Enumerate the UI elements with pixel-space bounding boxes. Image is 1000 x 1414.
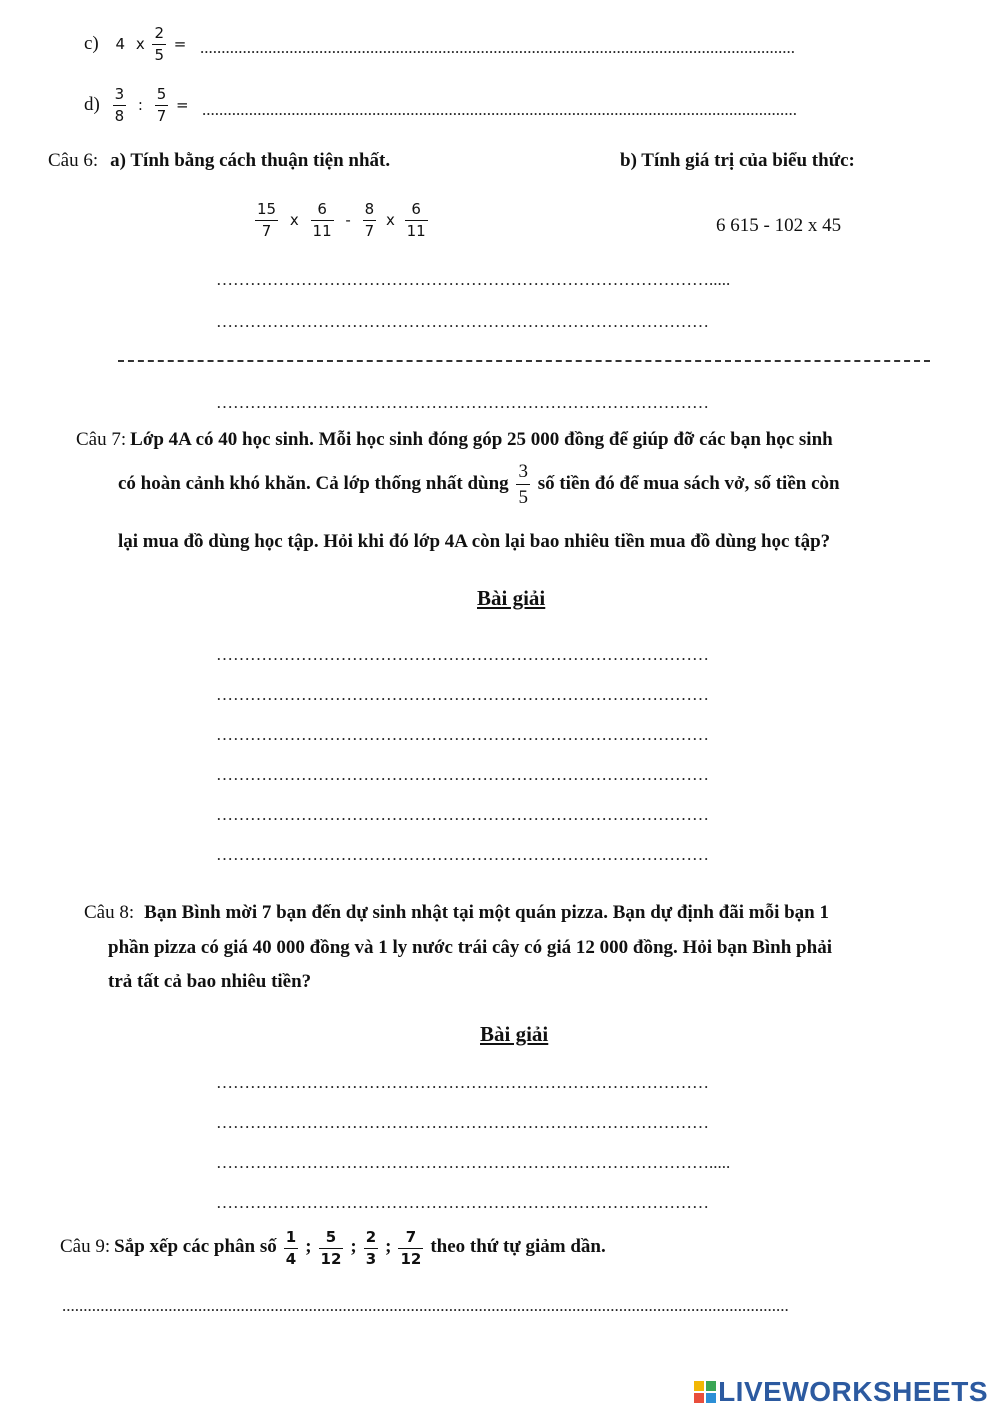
- answer-line[interactable]: ……………………………………………………………………………: [216, 725, 709, 744]
- times-sign: x: [289, 211, 299, 229]
- fraction: $\frac{3}{8}$: [114, 85, 125, 125]
- question-9: [60, 1230, 606, 1267]
- answer-line-c[interactable]: ............................................................................................................................................: [200, 38, 795, 57]
- answer-line[interactable]: ……………………………………………………………………………: [216, 765, 709, 784]
- exercise-d-label: d): [84, 93, 100, 115]
- separator: ;: [305, 1236, 312, 1258]
- answer-line[interactable]: ……………………………………………………………………………: [216, 845, 709, 864]
- minus-sign: -: [345, 211, 351, 229]
- answer-line[interactable]: ……………………………………………………………………………: [216, 393, 709, 412]
- answer-line[interactable]: ……………………………………………………………………………: [216, 685, 709, 704]
- answer-line[interactable]: ……………………………………………………………………………: [216, 1193, 709, 1212]
- question-8-text: Bạn Bình mời 7 bạn đến dự sinh nhật tại một quán pizza. Bạn dự định đãi mỗi bạn 1: [144, 902, 829, 923]
- question-6a-title: a) Tính bằng cách thuận tiện nhất.: [110, 150, 391, 171]
- answer-line-d[interactable]: ............................................................................................................................................: [202, 100, 797, 119]
- question-7-text: có hoàn cảnh khó khăn. Cả lớp thống nhất dùng: [118, 472, 509, 494]
- brand-name: LIVEWORKSHEETS: [718, 1376, 988, 1407]
- question-6-label: Câu 6:: [48, 150, 99, 171]
- answer-line[interactable]: ……………………………………………………………………………: [216, 805, 709, 824]
- fraction: $\frac{1}{4}$: [285, 1228, 297, 1268]
- question-8-line-1: [84, 902, 829, 924]
- solution-heading: Bài giải: [480, 1022, 549, 1046]
- divide-sign: :: [137, 95, 143, 114]
- answer-line[interactable]: ……………………………………………………………………………: [216, 1113, 709, 1132]
- fraction: $\frac{15}{7}$: [257, 200, 277, 240]
- fraction: $\frac{5}{7}$: [156, 85, 167, 125]
- expression-6b: 6 615 - 102 x 45: [716, 215, 842, 236]
- question-8-label: Câu 8:: [84, 902, 135, 923]
- exercise-d: [84, 87, 189, 124]
- answer-line[interactable]: ……………………………………………………………………………: [216, 1073, 709, 1092]
- dashed-separator: [118, 360, 930, 362]
- fraction: $\frac{7}{12}$: [400, 1228, 422, 1268]
- separator: ;: [385, 1236, 392, 1258]
- question-7-label: Câu 7:: [76, 429, 127, 450]
- times-sign: x: [135, 34, 145, 53]
- liveworksheets-logo: [694, 1376, 988, 1408]
- times-sign: x: [385, 211, 395, 229]
- fraction: $\frac{2}{5}$: [154, 24, 164, 64]
- question-7-line-2: [118, 462, 840, 507]
- question-9-label: Câu 9:: [60, 1236, 111, 1258]
- question-7-text: Lớp 4A có 40 học sinh. Mỗi học sinh đóng góp 25 000 đồng để giúp đỡ các bạn học sinh: [130, 429, 833, 450]
- solution-heading: Bài giải: [477, 586, 546, 610]
- answer-line[interactable]: ……………………………………………………………………………: [216, 645, 709, 664]
- question-6-header: [48, 150, 390, 172]
- question-7-line-3: lại mua đồ dùng học tập. Hỏi khi đó lớp 4A còn lại bao nhiêu tiền mua đồ dùng học tập?: [118, 531, 831, 552]
- exercise-c: [84, 26, 186, 63]
- question-9-text: Sắp xếp các phân số: [114, 1236, 277, 1258]
- exercise-c-whole: 4: [115, 34, 126, 53]
- question-8-line-3: trả tất cả bao nhiêu tiền?: [108, 971, 312, 992]
- equals-sign: =: [173, 34, 187, 53]
- answer-line[interactable]: …………………………………………………………………………….....: [216, 1153, 731, 1172]
- equals-sign: =: [175, 95, 189, 114]
- answer-line[interactable]: …………………………………………………………………………….....: [216, 270, 731, 289]
- question-9-text: theo thứ tự giảm dần.: [430, 1236, 606, 1258]
- fraction: $\frac{3}{5}$: [518, 461, 528, 508]
- fraction: $\frac{5}{12}$: [320, 1228, 342, 1268]
- separator: ;: [350, 1236, 357, 1258]
- fraction: $\frac{6}{11}$: [406, 200, 426, 240]
- question-8-line-2: phần pizza có giá 40 000 đồng và 1 ly nước trái cây có giá 12 000 đồng. Hỏi bạn Bình phải: [108, 937, 832, 958]
- exercise-c-label: c): [84, 32, 99, 54]
- question-7-text: số tiền đó để mua sách vở, số tiền còn: [537, 472, 840, 494]
- question-7-line-1: [76, 429, 833, 451]
- question-6b-title: b) Tính giá trị của biểu thức:: [620, 150, 855, 171]
- fraction: $\frac{8}{7}$: [364, 200, 375, 240]
- expression-6a: [252, 202, 431, 239]
- fraction: $\frac{6}{11}$: [312, 200, 332, 240]
- answer-line[interactable]: ……………………………………………………………………………: [216, 312, 709, 331]
- answer-line-q9[interactable]: ...........................................................................................................................................................................: [62, 1296, 789, 1315]
- fraction: $\frac{2}{3}$: [365, 1228, 377, 1268]
- logo-grid-icon: [694, 1381, 716, 1403]
